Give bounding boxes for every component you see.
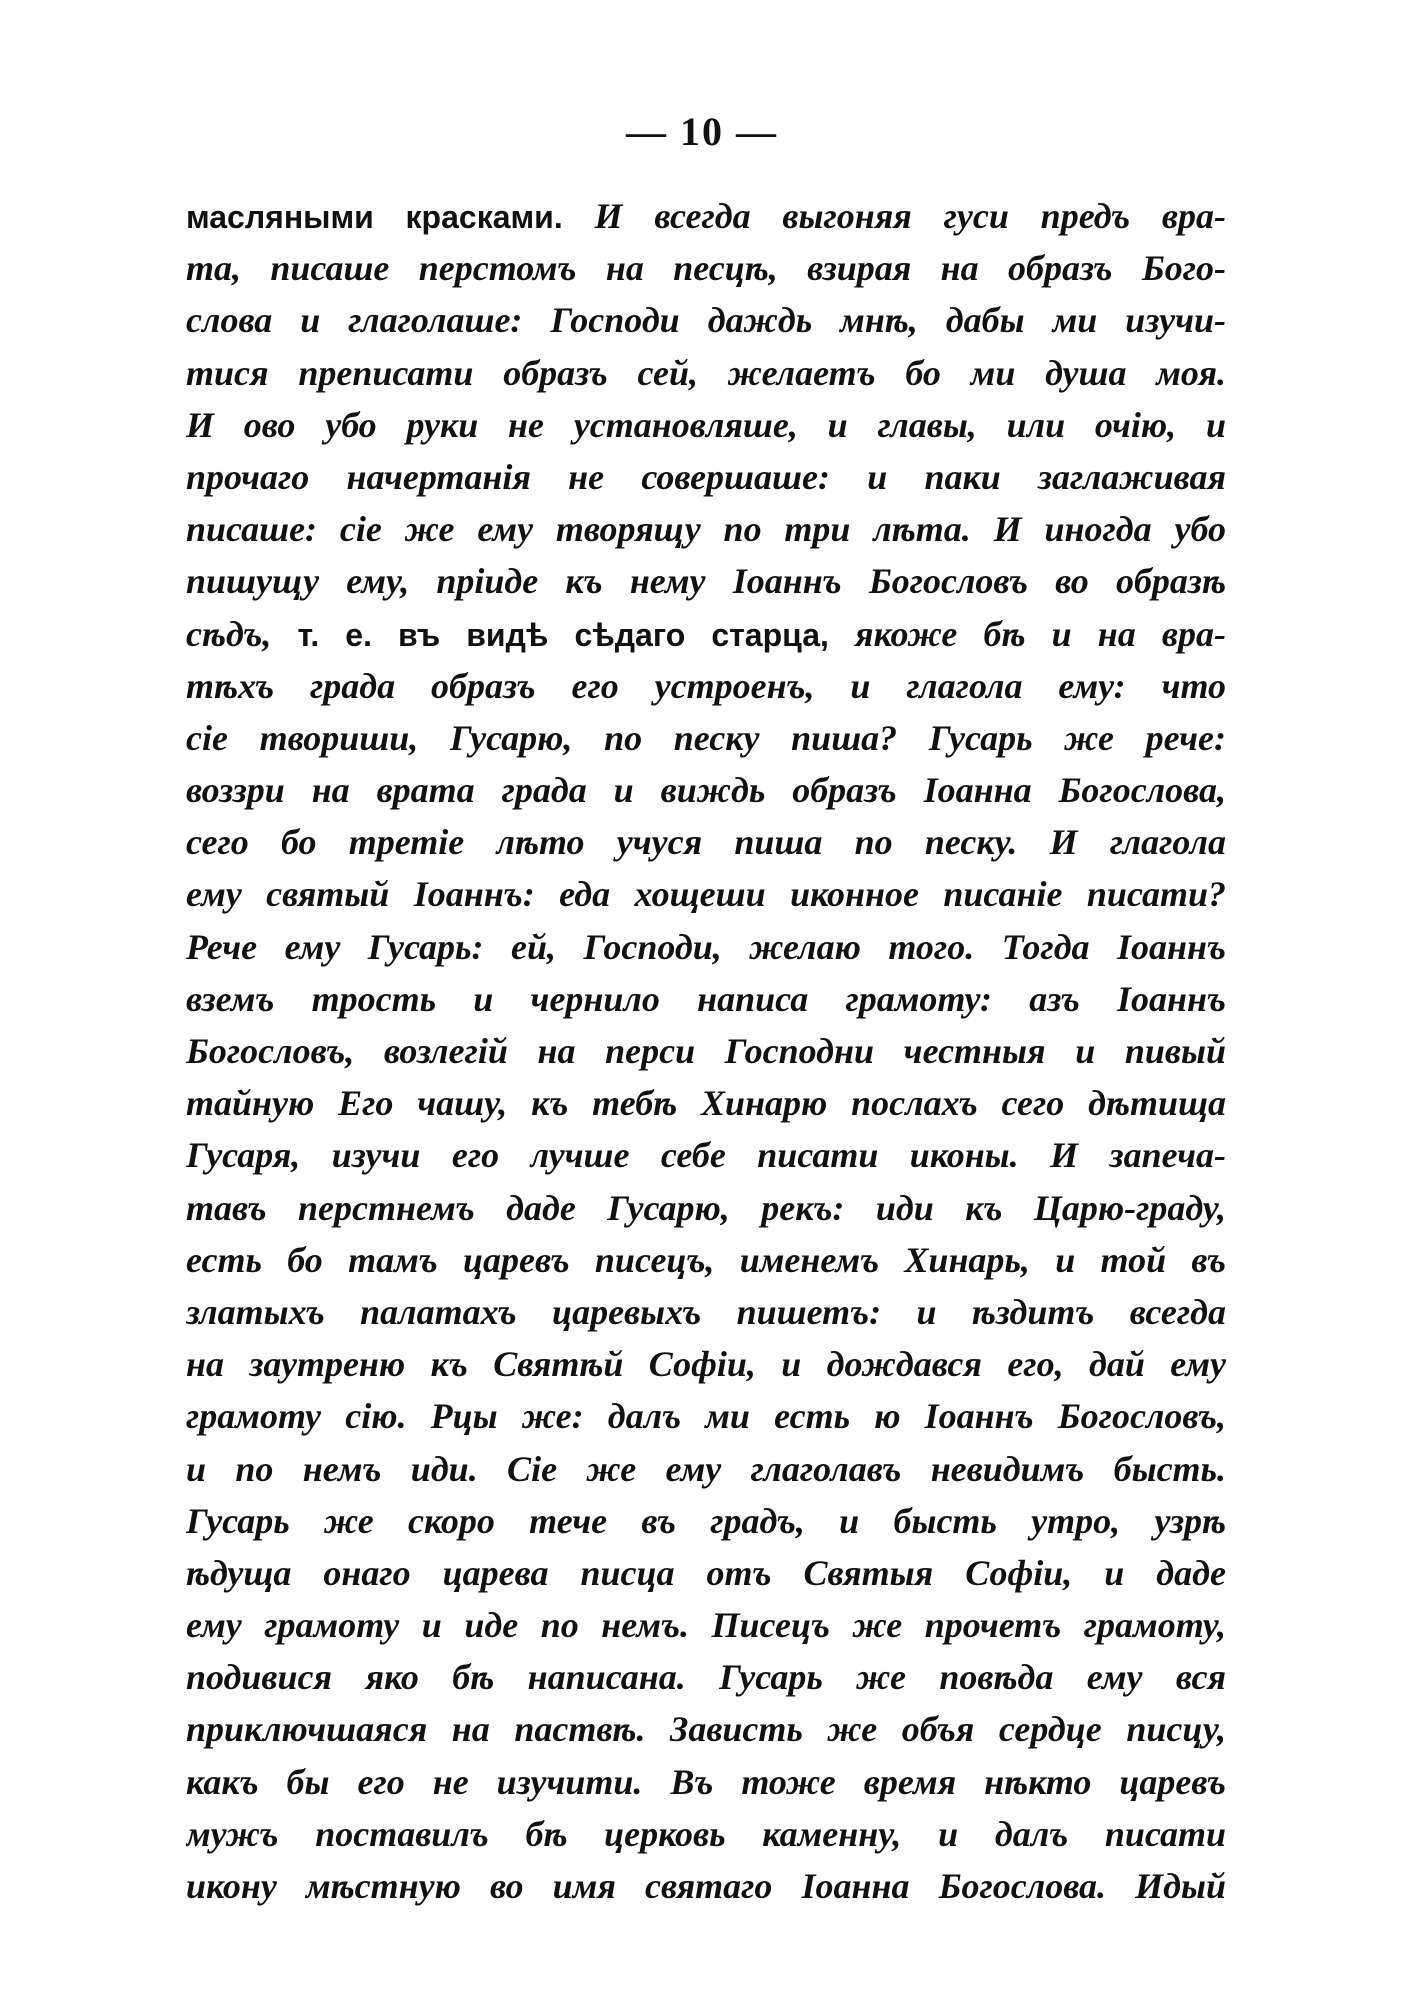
text-line <box>186 712 1226 764</box>
text-line <box>186 1651 1226 1703</box>
text-line <box>186 1756 1226 1808</box>
italic-text: пишущу ему, пріиде къ нему Іоаннъ Богословъ во образѣ <box>186 561 1226 602</box>
text-line <box>186 1286 1226 1338</box>
text-line <box>186 608 1226 660</box>
upright-text: масляными красками. <box>186 199 563 235</box>
text-line <box>186 1703 1226 1755</box>
text-line <box>186 451 1226 503</box>
text-line <box>186 764 1226 816</box>
italic-text: Богословъ, возлегій на перси Господни честныя и пивый <box>186 1031 1226 1071</box>
text-line <box>186 1390 1226 1442</box>
text-line <box>186 1808 1226 1860</box>
italic-text: вземъ трость и чернило написа грамоту: азъ Іоаннъ <box>186 978 1226 1019</box>
text-line <box>186 1495 1226 1547</box>
italic-text: ѣдуща онаго царева писца отъ Святыя Софіи, и даде <box>186 1552 1226 1593</box>
text-line <box>186 868 1226 920</box>
text-line <box>186 1443 1226 1495</box>
italic-text: писаше: сіе же ему творящу по три лѣта. И иногда убо <box>186 509 1226 550</box>
italic-text: сіе твориши, Гусарю, по песку пиша? Гусарь же рече: <box>186 717 1226 758</box>
text-line <box>186 816 1226 868</box>
text-line <box>186 1129 1226 1181</box>
text-line <box>186 1182 1226 1234</box>
italic-text: златыхъ палатахъ царевыхъ пишетъ: и ѣздитъ всегда <box>186 1291 1226 1332</box>
italic-text: тавъ перстнемъ даде Гусарю, рекъ: иди къ Царю-граду, <box>186 1187 1226 1228</box>
italic-text: тѣхъ града образъ его устроенъ, и глагола ему: что <box>186 665 1226 706</box>
italic-text: ему грамоту и иде по немъ. Писецъ же прочетъ грамоту, <box>186 1605 1226 1646</box>
italic-text: якоже бѣ и на вра- <box>828 613 1226 654</box>
text-line <box>186 347 1226 399</box>
italic-text: Гусаря, изучи его лучше себе писати иконы. И запеча- <box>186 1135 1226 1176</box>
text-line <box>186 1025 1226 1077</box>
italic-text: сего бо третіе лѣто учуся пиша по песку. И глагола <box>186 822 1226 863</box>
italic-text: на заутреню къ Святѣй Софіи, и дождався его, дай ему <box>186 1344 1226 1385</box>
italic-text: приключшаяся на паствѣ. Зависть же объя сердце писцу, <box>186 1709 1226 1750</box>
italic-text: икону мѣстную во имя святаго Іоанна Богослова. Идый <box>186 1866 1226 1906</box>
text-line <box>186 399 1226 451</box>
italic-text: грамоту сію. Рцы же: далъ ми есть ю Іоаннъ Богословъ, <box>186 1396 1226 1437</box>
italic-text: та, писаше перстомъ на песцѣ, взирая на образъ Бого- <box>186 248 1226 289</box>
text-line <box>186 555 1226 607</box>
italic-text: слова и глаголаше: Господи даждь мнѣ, дабы ми изучи- <box>186 300 1226 341</box>
text-line <box>186 294 1226 346</box>
upright-text: т. е. въ видѣ сѣдаго старца, <box>297 616 829 653</box>
italic-text: мужъ поставилъ бѣ церковь каменну, и далъ писати <box>186 1813 1226 1854</box>
italic-text: и по немъ иди. Сіе же ему глаголавъ невидимъ бысть. <box>186 1448 1226 1489</box>
text-line <box>186 1599 1226 1651</box>
italic-text: тайную Его чашу, къ тебѣ Хинарю послахъ сего дѣтища <box>186 1083 1226 1124</box>
text-line <box>186 973 1226 1025</box>
italic-text: И ово убо руки не установляше, и главы, или очію, и <box>186 404 1226 445</box>
italic-text: прочаго начертанія не совершаше: и паки заглаживая <box>186 456 1226 497</box>
italic-text: есть бо тамъ царевъ писецъ, именемъ Хинарь, и той въ <box>186 1239 1226 1280</box>
italic-text: И всегда выгоняя гуси предъ вра- <box>562 196 1226 236</box>
body-text <box>186 190 1226 1912</box>
page-number: — 10 — <box>626 109 778 154</box>
text-line <box>186 190 1226 242</box>
text-line <box>186 1860 1226 1912</box>
text-line <box>186 503 1226 555</box>
italic-text: Гусарь же скоро тече въ градъ, и бысть утро, узрѣ <box>186 1500 1226 1541</box>
italic-text: тися преписати образъ сей, желаетъ бо ми душа моя. <box>186 352 1226 393</box>
italic-text: воззри на врата града и виждь образъ Іоанна Богослова, <box>186 770 1226 811</box>
italic-text: подивися яко бѣ написана. Гусарь же повѣда ему вся <box>186 1657 1226 1698</box>
italic-text: сѣдъ, <box>186 613 298 654</box>
italic-text: Рече ему Гусарь: ей, Господи, желаю того. Тогда Іоаннъ <box>186 926 1226 967</box>
italic-text: ему святый Іоаннъ: еда хощеши иконное писаніе писати? <box>186 874 1226 915</box>
italic-text: какъ бы его не изучити. Въ тоже время нѣкто царевъ <box>186 1761 1226 1802</box>
text-line <box>186 1077 1226 1129</box>
text-line <box>186 1338 1226 1390</box>
text-line <box>186 921 1226 973</box>
text-line <box>186 660 1226 712</box>
text-line <box>186 242 1226 294</box>
text-line <box>186 1547 1226 1599</box>
text-line <box>186 1234 1226 1286</box>
